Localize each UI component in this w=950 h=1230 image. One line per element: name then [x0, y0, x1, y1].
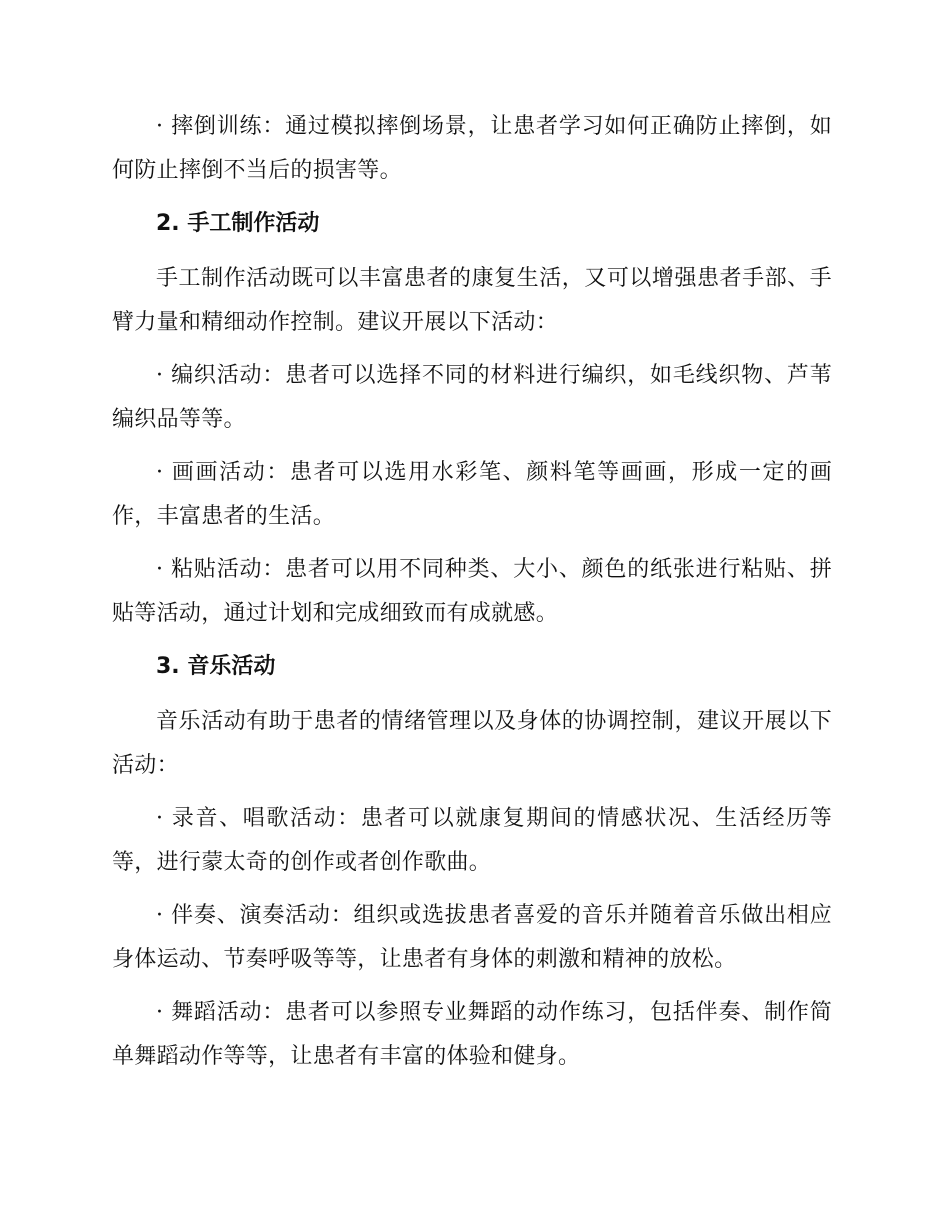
- paragraph-recording-singing: · 录音、唱歌活动：患者可以就康复期间的情感状况、生活经历等等，进行蒙太奇的创作或者创作歌曲。: [112, 806, 832, 875]
- heading-music-activities: 3. 音乐活动: [156, 654, 276, 679]
- heading-handicraft-activities: 2. 手工制作活动: [156, 211, 320, 236]
- paragraph-dance-activity: · 舞蹈活动：患者可以参照专业舞蹈的动作练习，包括伴奏、制作简单舞蹈动作等等，让患者有丰富的体验和健身。: [112, 1000, 832, 1069]
- paragraph-painting-activity: · 画画活动：患者可以选用水彩笔、颜料笔等画画，形成一定的画作，丰富患者的生活。: [112, 460, 832, 529]
- paragraph-fall-training: · 摔倒训练：通过模拟摔倒场景，让患者学习如何正确防止摔倒，如何防止摔倒不当后的损害等。: [112, 114, 832, 183]
- paragraph-pasting-activity: · 粘贴活动：患者可以用不同种类、大小、颜色的纸张进行粘贴、拼贴等活动，通过计划和完成细致而有成就感。: [112, 557, 832, 626]
- paragraph-weaving-activity: · 编织活动：患者可以选择不同的材料进行编织，如毛线织物、芦苇编织品等等。: [112, 363, 832, 432]
- paragraph-music-intro: 音乐活动有助于患者的情绪管理以及身体的协调控制，建议开展以下活动：: [112, 709, 832, 778]
- paragraph-handicraft-intro: 手工制作活动既可以丰富患者的康复生活，又可以增强患者手部、手臂力量和精细动作控制。建议开展以下活动：: [112, 266, 832, 335]
- paragraph-accompaniment-performance: · 伴奏、演奏活动：组织或选拔患者喜爱的音乐并随着音乐做出相应身体运动、节奏呼吸等等，让患者有身体的刺激和精神的放松。: [112, 903, 832, 972]
